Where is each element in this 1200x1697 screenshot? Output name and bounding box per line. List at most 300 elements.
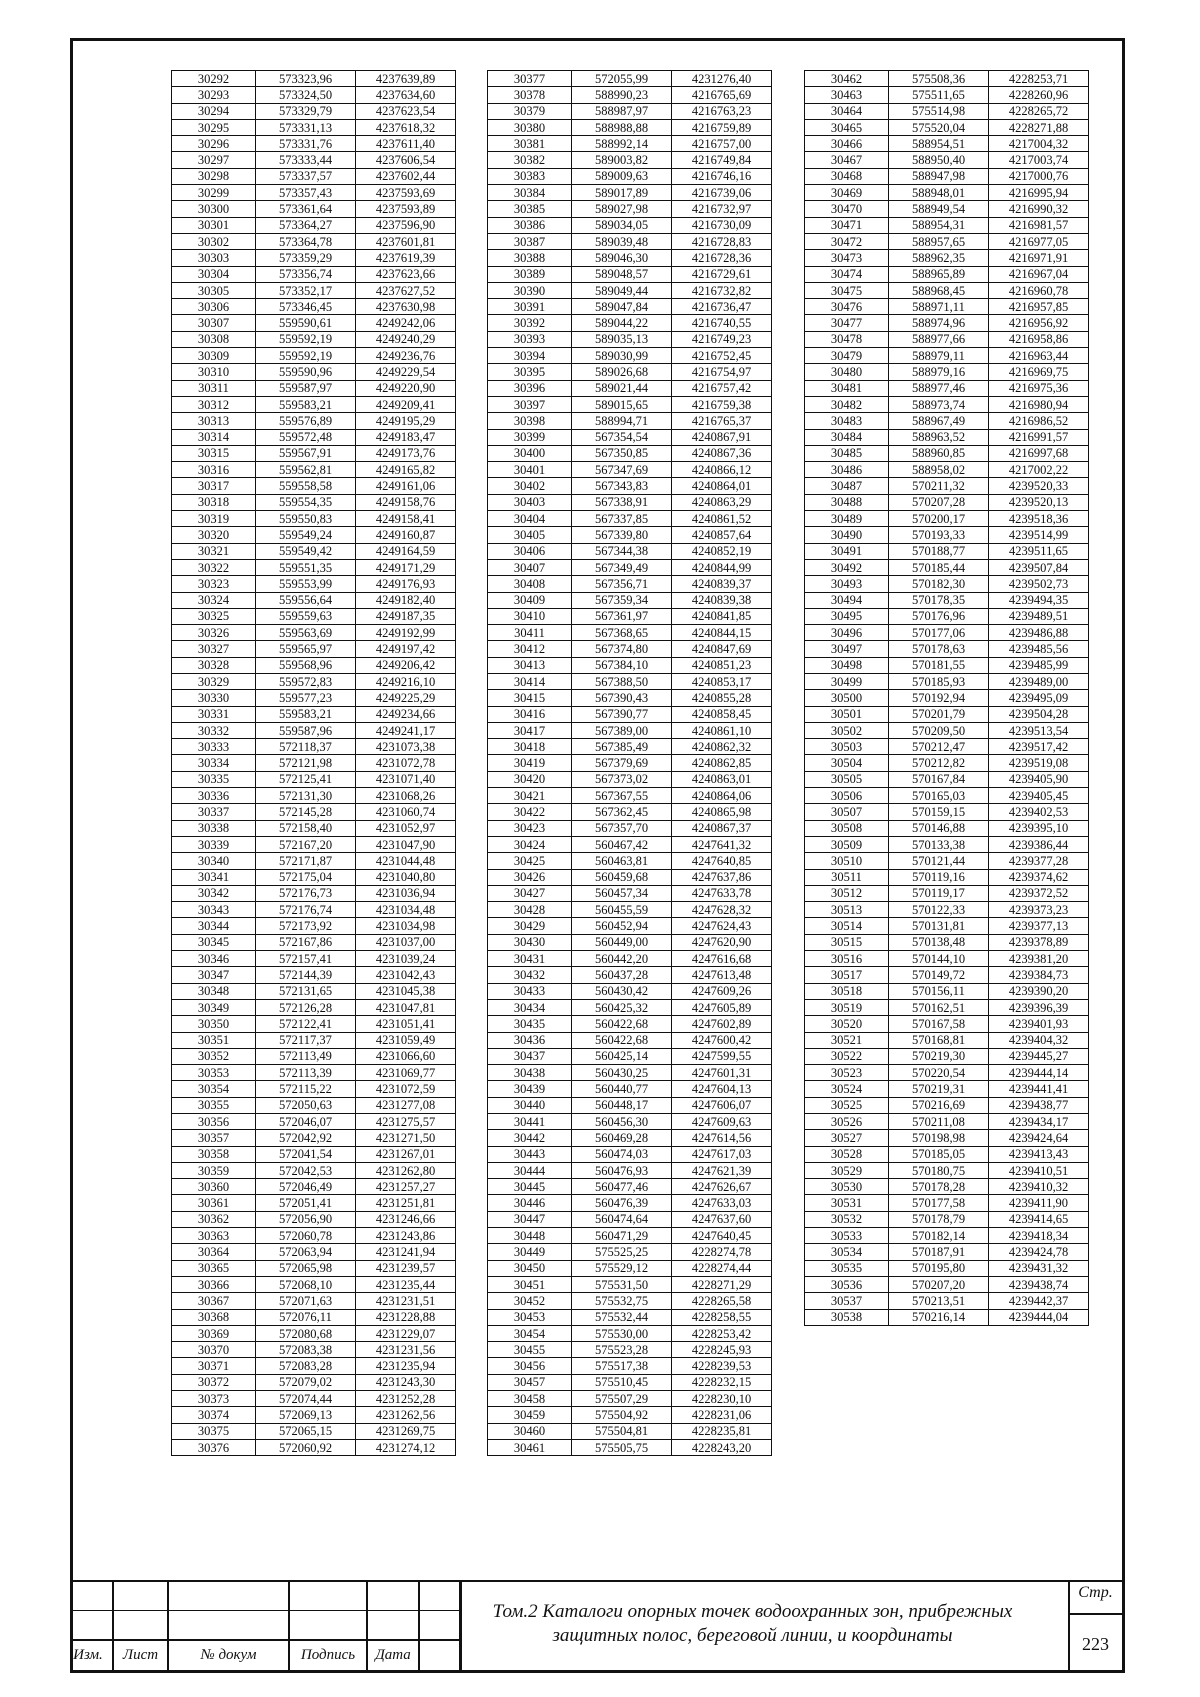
x-coordinate-cell: 559590,61 xyxy=(256,315,356,331)
x-coordinate-cell: 572046,07 xyxy=(256,1114,356,1130)
point-number-cell: 30504 xyxy=(805,755,889,771)
y-coordinate-cell: 4249192,99 xyxy=(356,625,456,641)
table-row xyxy=(805,1260,1089,1276)
table-row xyxy=(805,103,1089,119)
x-coordinate-cell: 570198,98 xyxy=(889,1130,989,1146)
x-coordinate-cell: 573333,44 xyxy=(256,152,356,168)
point-number-cell: 30325 xyxy=(172,608,256,624)
y-coordinate-cell: 4228253,42 xyxy=(672,1325,772,1341)
x-coordinate-cell: 570180,75 xyxy=(889,1162,989,1178)
point-number-cell: 30451 xyxy=(488,1276,572,1292)
y-coordinate-cell: 4228239,53 xyxy=(672,1358,772,1374)
x-coordinate-cell: 570178,35 xyxy=(889,592,989,608)
table-row xyxy=(488,413,772,429)
point-number-cell: 30448 xyxy=(488,1228,572,1244)
point-number-cell: 30306 xyxy=(172,299,256,315)
point-number-cell: 30519 xyxy=(805,999,889,1015)
point-number-cell: 30441 xyxy=(488,1114,572,1130)
x-coordinate-cell: 570192,94 xyxy=(889,690,989,706)
y-coordinate-cell: 4231243,86 xyxy=(356,1228,456,1244)
table-row xyxy=(172,136,456,152)
table-row xyxy=(805,1065,1089,1081)
x-coordinate-cell: 589044,22 xyxy=(572,315,672,331)
table-row xyxy=(488,885,772,901)
table-row xyxy=(172,250,456,266)
x-coordinate-cell: 575507,29 xyxy=(572,1391,672,1407)
point-number-cell: 30488 xyxy=(805,494,889,510)
table-row xyxy=(488,1081,772,1097)
table-row xyxy=(172,1195,456,1211)
table-row xyxy=(805,185,1089,201)
point-number-cell: 30480 xyxy=(805,364,889,380)
point-number-cell: 30527 xyxy=(805,1130,889,1146)
x-coordinate-cell: 588992,14 xyxy=(572,136,672,152)
point-number-cell: 30308 xyxy=(172,331,256,347)
table-row xyxy=(172,559,456,575)
x-coordinate-cell: 572056,90 xyxy=(256,1211,356,1227)
x-coordinate-cell: 570219,30 xyxy=(889,1048,989,1064)
x-coordinate-cell: 589026,68 xyxy=(572,364,672,380)
point-number-cell: 30378 xyxy=(488,87,572,103)
point-number-cell: 30470 xyxy=(805,201,889,217)
point-number-cell: 30514 xyxy=(805,918,889,934)
table-row xyxy=(488,1097,772,1113)
x-coordinate-cell: 570176,96 xyxy=(889,608,989,624)
table-row xyxy=(805,1293,1089,1309)
y-coordinate-cell: 4247606,07 xyxy=(672,1097,772,1113)
point-number-cell: 30417 xyxy=(488,722,572,738)
table-row xyxy=(488,119,772,135)
y-coordinate-cell: 4249183,47 xyxy=(356,429,456,445)
y-coordinate-cell: 4239374,62 xyxy=(989,869,1089,885)
table-row xyxy=(805,983,1089,999)
table-row xyxy=(488,380,772,396)
x-coordinate-cell: 572173,92 xyxy=(256,918,356,934)
point-number-cell: 30474 xyxy=(805,266,889,282)
y-coordinate-cell: 4239413,43 xyxy=(989,1146,1089,1162)
table-row xyxy=(805,902,1089,918)
point-number-cell: 30435 xyxy=(488,1016,572,1032)
table-row xyxy=(805,804,1089,820)
x-coordinate-cell: 572158,40 xyxy=(256,820,356,836)
table-row xyxy=(172,657,456,673)
table-row xyxy=(488,641,772,657)
x-coordinate-cell: 559590,96 xyxy=(256,364,356,380)
point-number-cell: 30370 xyxy=(172,1342,256,1358)
table-row xyxy=(805,282,1089,298)
x-coordinate-cell: 588968,45 xyxy=(889,282,989,298)
x-coordinate-cell: 572068,10 xyxy=(256,1276,356,1292)
x-coordinate-cell: 559583,21 xyxy=(256,396,356,412)
x-coordinate-cell: 570187,91 xyxy=(889,1244,989,1260)
table-row xyxy=(488,396,772,412)
y-coordinate-cell: 4239373,23 xyxy=(989,902,1089,918)
point-number-cell: 30453 xyxy=(488,1309,572,1325)
x-coordinate-cell: 589034,05 xyxy=(572,217,672,233)
point-number-cell: 30383 xyxy=(488,168,572,184)
table-row xyxy=(805,266,1089,282)
point-number-cell: 30528 xyxy=(805,1146,889,1162)
y-coordinate-cell: 4216749,84 xyxy=(672,152,772,168)
point-number-cell: 30468 xyxy=(805,168,889,184)
table-row xyxy=(172,853,456,869)
x-coordinate-cell: 588977,66 xyxy=(889,331,989,347)
coordinates-table-3 xyxy=(804,70,1089,1326)
stamp-label-sheet: Лист xyxy=(122,1647,159,1663)
document-title: Том.2 Каталоги опорных точек водоохранных зон, прибрежных защитных полос, береговой линии, и координаты xyxy=(492,1601,1013,1646)
y-coordinate-cell: 4240862,32 xyxy=(672,739,772,755)
y-coordinate-cell: 4240863,29 xyxy=(672,494,772,510)
point-number-cell: 30489 xyxy=(805,511,889,527)
table-row xyxy=(488,983,772,999)
table-row xyxy=(488,87,772,103)
table-row xyxy=(172,1228,456,1244)
table-row xyxy=(488,1260,772,1276)
table-row xyxy=(172,1325,456,1341)
x-coordinate-cell: 575511,65 xyxy=(889,87,989,103)
y-coordinate-cell: 4216975,36 xyxy=(989,380,1089,396)
x-coordinate-cell: 575508,36 xyxy=(889,71,989,87)
x-coordinate-cell: 575532,44 xyxy=(572,1309,672,1325)
point-number-cell: 30393 xyxy=(488,331,572,347)
table-row xyxy=(172,315,456,331)
table-row xyxy=(488,1162,772,1178)
y-coordinate-cell: 4231243,30 xyxy=(356,1374,456,1390)
table-row xyxy=(172,1260,456,1276)
point-number-cell: 30352 xyxy=(172,1048,256,1064)
x-coordinate-cell: 589035,13 xyxy=(572,331,672,347)
table-row xyxy=(805,771,1089,787)
x-coordinate-cell: 567379,69 xyxy=(572,755,672,771)
x-coordinate-cell: 588988,88 xyxy=(572,119,672,135)
table-row xyxy=(488,1195,772,1211)
y-coordinate-cell: 4240862,85 xyxy=(672,755,772,771)
point-number-cell: 30423 xyxy=(488,820,572,836)
y-coordinate-cell: 4239445,27 xyxy=(989,1048,1089,1064)
x-coordinate-cell: 572055,99 xyxy=(572,71,672,87)
point-number-cell: 30338 xyxy=(172,820,256,836)
x-coordinate-cell: 560430,42 xyxy=(572,983,672,999)
point-number-cell: 30366 xyxy=(172,1276,256,1292)
point-number-cell: 30363 xyxy=(172,1228,256,1244)
table-row xyxy=(805,380,1089,396)
x-coordinate-cell: 560448,17 xyxy=(572,1097,672,1113)
table-row xyxy=(805,217,1089,233)
table-row xyxy=(488,820,772,836)
point-number-cell: 30490 xyxy=(805,527,889,543)
table-row xyxy=(172,266,456,282)
x-coordinate-cell: 570211,32 xyxy=(889,478,989,494)
y-coordinate-cell: 4249197,42 xyxy=(356,641,456,657)
x-coordinate-cell: 572063,94 xyxy=(256,1244,356,1260)
y-coordinate-cell: 4216732,97 xyxy=(672,201,772,217)
point-number-cell: 30387 xyxy=(488,233,572,249)
x-coordinate-cell: 570146,88 xyxy=(889,820,989,836)
point-number-cell: 30478 xyxy=(805,331,889,347)
table-row xyxy=(172,1162,456,1178)
table-row xyxy=(172,1179,456,1195)
x-coordinate-cell: 570131,81 xyxy=(889,918,989,934)
point-number-cell: 30492 xyxy=(805,559,889,575)
table-row xyxy=(488,1211,772,1227)
y-coordinate-cell: 4239418,34 xyxy=(989,1228,1089,1244)
y-coordinate-cell: 4247641,32 xyxy=(672,836,772,852)
table-row xyxy=(172,511,456,527)
point-number-cell: 30402 xyxy=(488,478,572,494)
point-number-cell: 30477 xyxy=(805,315,889,331)
y-coordinate-cell: 4249187,35 xyxy=(356,608,456,624)
y-coordinate-cell: 4239507,84 xyxy=(989,559,1089,575)
table-row xyxy=(488,201,772,217)
point-number-cell: 30458 xyxy=(488,1391,572,1407)
table-row xyxy=(805,429,1089,445)
point-number-cell: 30404 xyxy=(488,511,572,527)
point-number-cell: 30434 xyxy=(488,999,572,1015)
y-coordinate-cell: 4247637,60 xyxy=(672,1211,772,1227)
table-row xyxy=(172,1097,456,1113)
y-coordinate-cell: 4231251,81 xyxy=(356,1195,456,1211)
point-number-cell: 30397 xyxy=(488,396,572,412)
point-number-cell: 30469 xyxy=(805,185,889,201)
table-row xyxy=(172,445,456,461)
y-coordinate-cell: 4249164,59 xyxy=(356,543,456,559)
point-number-cell: 30303 xyxy=(172,250,256,266)
x-coordinate-cell: 560449,00 xyxy=(572,934,672,950)
point-number-cell: 30403 xyxy=(488,494,572,510)
point-number-cell: 30346 xyxy=(172,951,256,967)
table-row xyxy=(172,478,456,494)
x-coordinate-cell: 573331,76 xyxy=(256,136,356,152)
point-number-cell: 30497 xyxy=(805,641,889,657)
table-row xyxy=(805,755,1089,771)
table-row xyxy=(805,1146,1089,1162)
y-coordinate-cell: 4231073,38 xyxy=(356,739,456,755)
x-coordinate-cell: 570168,81 xyxy=(889,1032,989,1048)
y-coordinate-cell: 4216749,23 xyxy=(672,331,772,347)
point-number-cell: 30345 xyxy=(172,934,256,950)
y-coordinate-cell: 4247604,13 xyxy=(672,1081,772,1097)
y-coordinate-cell: 4231040,80 xyxy=(356,869,456,885)
x-coordinate-cell: 559567,91 xyxy=(256,445,356,461)
x-coordinate-cell: 588967,49 xyxy=(889,413,989,429)
y-coordinate-cell: 4249220,90 xyxy=(356,380,456,396)
point-number-cell: 30309 xyxy=(172,348,256,364)
y-coordinate-cell: 4239438,77 xyxy=(989,1097,1089,1113)
y-coordinate-cell: 4247633,03 xyxy=(672,1195,772,1211)
table-row xyxy=(172,1439,456,1455)
point-number-cell: 30421 xyxy=(488,788,572,804)
x-coordinate-cell: 572121,98 xyxy=(256,755,356,771)
point-number-cell: 30428 xyxy=(488,902,572,918)
x-coordinate-cell: 570119,17 xyxy=(889,885,989,901)
point-number-cell: 30361 xyxy=(172,1195,256,1211)
y-coordinate-cell: 4216967,04 xyxy=(989,266,1089,282)
x-coordinate-cell: 559583,21 xyxy=(256,706,356,722)
y-coordinate-cell: 4231246,66 xyxy=(356,1211,456,1227)
point-number-cell: 30369 xyxy=(172,1325,256,1341)
table-row xyxy=(805,348,1089,364)
point-number-cell: 30317 xyxy=(172,478,256,494)
point-number-cell: 30422 xyxy=(488,804,572,820)
x-coordinate-cell: 560442,20 xyxy=(572,951,672,967)
point-number-cell: 30449 xyxy=(488,1244,572,1260)
y-coordinate-cell: 4240851,23 xyxy=(672,657,772,673)
table-row xyxy=(488,315,772,331)
table-row xyxy=(172,217,456,233)
table-row xyxy=(488,625,772,641)
y-coordinate-cell: 4239511,65 xyxy=(989,543,1089,559)
x-coordinate-cell: 567390,77 xyxy=(572,706,672,722)
point-number-cell: 30389 xyxy=(488,266,572,282)
x-coordinate-cell: 559549,42 xyxy=(256,543,356,559)
x-coordinate-cell: 573331,13 xyxy=(256,119,356,135)
point-number-cell: 30413 xyxy=(488,657,572,673)
y-coordinate-cell: 4240866,12 xyxy=(672,462,772,478)
y-coordinate-cell: 4231069,77 xyxy=(356,1065,456,1081)
table-row xyxy=(172,755,456,771)
y-coordinate-cell: 4239424,78 xyxy=(989,1244,1089,1260)
table-row xyxy=(805,1228,1089,1244)
table-row xyxy=(805,592,1089,608)
y-coordinate-cell: 4237630,98 xyxy=(356,299,456,315)
x-coordinate-cell: 560455,59 xyxy=(572,902,672,918)
table-row xyxy=(805,1032,1089,1048)
x-coordinate-cell: 572125,41 xyxy=(256,771,356,787)
y-coordinate-cell: 4216997,68 xyxy=(989,445,1089,461)
point-number-cell: 30332 xyxy=(172,722,256,738)
y-coordinate-cell: 4231059,49 xyxy=(356,1032,456,1048)
y-coordinate-cell: 4239485,56 xyxy=(989,641,1089,657)
y-coordinate-cell: 4247609,63 xyxy=(672,1114,772,1130)
x-coordinate-cell: 572071,63 xyxy=(256,1293,356,1309)
y-coordinate-cell: 4247599,55 xyxy=(672,1048,772,1064)
table-row xyxy=(805,722,1089,738)
table-row xyxy=(805,1016,1089,1032)
point-number-cell: 30408 xyxy=(488,576,572,592)
x-coordinate-cell: 560474,64 xyxy=(572,1211,672,1227)
y-coordinate-cell: 4231066,60 xyxy=(356,1048,456,1064)
y-coordinate-cell: 4231039,24 xyxy=(356,951,456,967)
y-coordinate-cell: 4231037,00 xyxy=(356,934,456,950)
point-number-cell: 30409 xyxy=(488,592,572,608)
table-row xyxy=(805,364,1089,380)
x-coordinate-cell: 570213,51 xyxy=(889,1293,989,1309)
x-coordinate-cell: 567361,97 xyxy=(572,608,672,624)
y-coordinate-cell: 4231241,94 xyxy=(356,1244,456,1260)
y-coordinate-cell: 4237627,52 xyxy=(356,282,456,298)
y-coordinate-cell: 4216991,57 xyxy=(989,429,1089,445)
table-row xyxy=(805,494,1089,510)
point-number-cell: 30298 xyxy=(172,168,256,184)
table-row xyxy=(172,1065,456,1081)
point-number-cell: 30412 xyxy=(488,641,572,657)
y-coordinate-cell: 4216729,61 xyxy=(672,266,772,282)
point-number-cell: 30360 xyxy=(172,1179,256,1195)
point-number-cell: 30473 xyxy=(805,250,889,266)
point-number-cell: 30330 xyxy=(172,690,256,706)
x-coordinate-cell: 572060,92 xyxy=(256,1439,356,1455)
x-coordinate-cell: 567374,80 xyxy=(572,641,672,657)
y-coordinate-cell: 4231277,08 xyxy=(356,1097,456,1113)
y-coordinate-cell: 4239502,73 xyxy=(989,576,1089,592)
x-coordinate-cell: 570178,79 xyxy=(889,1211,989,1227)
y-coordinate-cell: 4216754,97 xyxy=(672,364,772,380)
point-number-cell: 30327 xyxy=(172,641,256,657)
table-row xyxy=(805,657,1089,673)
y-coordinate-cell: 4228253,71 xyxy=(989,71,1089,87)
table-row xyxy=(488,71,772,87)
x-coordinate-cell: 589048,57 xyxy=(572,266,672,282)
x-coordinate-cell: 572083,38 xyxy=(256,1342,356,1358)
x-coordinate-cell: 572042,92 xyxy=(256,1130,356,1146)
y-coordinate-cell: 4231267,01 xyxy=(356,1146,456,1162)
table-row xyxy=(805,608,1089,624)
y-coordinate-cell: 4239384,73 xyxy=(989,967,1089,983)
x-coordinate-cell: 572145,28 xyxy=(256,804,356,820)
point-number-cell: 30343 xyxy=(172,902,256,918)
x-coordinate-cell: 588990,23 xyxy=(572,87,672,103)
y-coordinate-cell: 4239424,64 xyxy=(989,1130,1089,1146)
y-coordinate-cell: 4216759,38 xyxy=(672,396,772,412)
x-coordinate-cell: 567362,45 xyxy=(572,804,672,820)
x-coordinate-cell: 589046,30 xyxy=(572,250,672,266)
y-coordinate-cell: 4239377,13 xyxy=(989,918,1089,934)
point-number-cell: 30365 xyxy=(172,1260,256,1276)
y-coordinate-cell: 4216740,55 xyxy=(672,315,772,331)
y-coordinate-cell: 4249216,10 xyxy=(356,673,456,689)
point-number-cell: 30500 xyxy=(805,690,889,706)
y-coordinate-cell: 4249229,54 xyxy=(356,364,456,380)
y-coordinate-cell: 4231068,26 xyxy=(356,788,456,804)
table-row xyxy=(172,282,456,298)
point-number-cell: 30513 xyxy=(805,902,889,918)
y-coordinate-cell: 4239489,51 xyxy=(989,608,1089,624)
table-row xyxy=(805,576,1089,592)
x-coordinate-cell: 559587,96 xyxy=(256,722,356,738)
table-row xyxy=(172,608,456,624)
y-coordinate-cell: 4231262,80 xyxy=(356,1162,456,1178)
table-row xyxy=(488,282,772,298)
y-coordinate-cell: 4216986,52 xyxy=(989,413,1089,429)
point-number-cell: 30390 xyxy=(488,282,572,298)
table-row xyxy=(172,1114,456,1130)
x-coordinate-cell: 560456,30 xyxy=(572,1114,672,1130)
point-number-cell: 30430 xyxy=(488,934,572,950)
point-number-cell: 30313 xyxy=(172,413,256,429)
y-coordinate-cell: 4216757,42 xyxy=(672,380,772,396)
x-coordinate-cell: 560422,68 xyxy=(572,1016,672,1032)
point-number-cell: 30431 xyxy=(488,951,572,967)
x-coordinate-cell: 559568,96 xyxy=(256,657,356,673)
point-number-cell: 30414 xyxy=(488,673,572,689)
x-coordinate-cell: 559577,23 xyxy=(256,690,356,706)
point-number-cell: 30302 xyxy=(172,233,256,249)
table-row xyxy=(805,1114,1089,1130)
y-coordinate-cell: 4247640,85 xyxy=(672,853,772,869)
table-row xyxy=(488,559,772,575)
point-number-cell: 30368 xyxy=(172,1309,256,1325)
x-coordinate-cell: 570165,03 xyxy=(889,788,989,804)
point-number-cell: 30388 xyxy=(488,250,572,266)
y-coordinate-cell: 4237619,39 xyxy=(356,250,456,266)
y-coordinate-cell: 4239414,65 xyxy=(989,1211,1089,1227)
point-number-cell: 30307 xyxy=(172,315,256,331)
table-row xyxy=(805,641,1089,657)
point-number-cell: 30374 xyxy=(172,1407,256,1423)
table-row xyxy=(172,869,456,885)
point-number-cell: 30485 xyxy=(805,445,889,461)
y-coordinate-cell: 4216957,85 xyxy=(989,299,1089,315)
